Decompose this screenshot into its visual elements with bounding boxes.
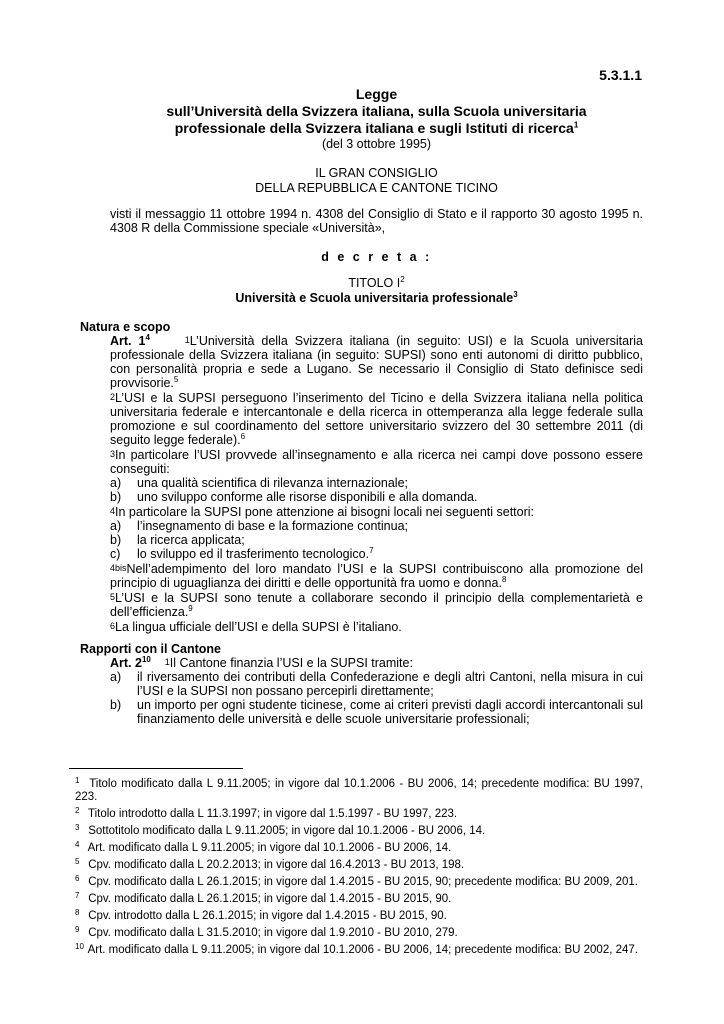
list-item-label: a) — [110, 519, 122, 533]
art1-heading: Natura e scopo — [80, 320, 171, 334]
footnote-number: 1 — [75, 776, 80, 785]
art2-label-text: Art. 2 — [110, 656, 142, 670]
art1-paragraph-6 — [110, 619, 643, 634]
art2-body — [110, 655, 643, 726]
law-title-line3-text: professionale della Svizzera italiana e sugli Istituti di ricerca — [174, 120, 574, 136]
paragraph-text: In particolare l’USI provvede all’insegnamento e alla ricerca nei campi dove possono essere conseguiti: — [110, 448, 643, 476]
footnote — [75, 774, 643, 804]
art1-paragraph-4bis — [110, 561, 643, 590]
footnote-text: Cpv. modificato dalla L 26.1.2015; in vigore dal 1.4.2015 - BU 2015, 90. — [88, 893, 452, 905]
art1-footnote-ref[interactable]: 4 — [145, 332, 150, 342]
list-item — [110, 533, 643, 547]
footnote-text: Titolo modificato dalla L 9.11.2005; in vigore dal 10.1.2006 - BU 2006, 14; precedente modifica: BU 1997, 223. — [75, 778, 643, 803]
art1-paragraph-5 — [110, 590, 643, 619]
footnote — [75, 940, 643, 957]
footnote-text: Cpv. modificato dalla L 26.1.2015; in vigore dal 1.4.2015 - BU 2015, 90; precedente modifica: BU 2009, 201. — [88, 876, 638, 888]
list-item — [110, 490, 643, 504]
art1-label-text: Art. 1 — [110, 334, 146, 348]
paragraph-number: 3 — [110, 449, 116, 459]
list-item-text: una qualità scientifica di rilevanza internazionale; — [137, 476, 408, 490]
art2-heading: Rapporti con il Cantone — [80, 642, 221, 656]
list-item-label: c) — [110, 547, 121, 561]
footnote-number: 3 — [75, 823, 80, 832]
list-item-text: un importo per ogni studente ticinese, come ai criteri previsti dagli accordi intercantonali sul finanziamento delle università e delle scuole universitarie professionali; — [137, 698, 643, 726]
paragraph-text: L’USI e la SUPSI perseguono l’inserimento del Ticino e della Svizzera italiana nella politica universitaria federale e intercantonale e della ricerca in ottemperanza alla legge federale sulla promozione e sul coordinamento del settore universitario svizzero del 30 settembre 2011 (di seguito legge federale). — [110, 391, 643, 447]
list-item-text: la ricerca applicata; — [137, 533, 245, 547]
footnote-text: Titolo introdotto dalla L 11.3.1997; in vigore dal 1.5.1997 - BU 1997, 223. — [88, 808, 458, 820]
law-title-line1: Legge — [355, 86, 398, 102]
paragraph-text: L’USI e la SUPSI sono tenute a collaborare secondo il principio della complementarietà e dell’efficienza. — [110, 591, 643, 619]
list-item-label: b) — [110, 533, 122, 547]
law-title-line2: sull’Università della Svizzera italiana, sulla Scuola universitaria — [166, 103, 587, 119]
footnote-text: Art. modificato dalla L 9.11.2005; in vigore dal 10.1.2006 - BU 2006, 14; precedente modifica: BU 2002, 247. — [87, 944, 638, 956]
paragraph-number: 4bis — [110, 563, 127, 573]
footnote — [75, 906, 643, 923]
paragraph-text: Nell’adempimento del loro mandato l’USI e la SUPSI contribuiscono alla promozione del principio di uguaglianza dei diritti e delle opportunità fra uomo e donna. — [110, 562, 643, 590]
paragraph-number: 2 — [110, 392, 116, 402]
footnote-ref[interactable]: 6 — [240, 431, 246, 441]
footnote-number: 2 — [75, 806, 80, 815]
issuer-line2: DELLA REPUBBLICA E CANTONE TICINO — [255, 181, 498, 195]
list-item — [110, 698, 643, 726]
footnote-ref[interactable]: 5 — [173, 374, 179, 384]
title-footnote-ref[interactable]: 1 — [573, 120, 579, 130]
list-item-label: b) — [110, 698, 122, 712]
titolo-label-text: TITOLO I — [348, 276, 401, 290]
list-item-label: a) — [110, 670, 122, 684]
art2-paragraph-1 — [110, 655, 643, 670]
footnote-text: Cpv. modificato dalla L 20.2.2013; in vigore dal 16.4.2013 - BU 2013, 198. — [88, 859, 465, 871]
footnote-number: 5 — [75, 857, 80, 866]
titolo-subtitle — [110, 291, 643, 306]
art1-body — [110, 333, 643, 634]
footnote-divider — [69, 768, 243, 769]
paragraph-text: In particolare la SUPSI pone attenzione ai bisogni locali nei seguenti settori: — [115, 505, 535, 519]
footnote-number: 6 — [75, 874, 80, 883]
footnotes — [75, 774, 643, 957]
list-item-text: lo sviluppo ed il trasferimento tecnologico. — [137, 547, 370, 561]
list-item — [110, 519, 643, 533]
footnote — [75, 889, 643, 906]
subtitle-footnote-ref[interactable]: 3 — [513, 289, 518, 299]
law-date: (del 3 ottobre 1995) — [321, 137, 432, 151]
footnote-number: 4 — [75, 840, 80, 849]
list-item — [110, 547, 643, 561]
footnote-number: 9 — [75, 925, 80, 934]
list-item-text: uno sviluppo conforme alle risorse disponibili e alla domanda. — [137, 490, 478, 504]
list-item-text: il riversamento dei contributi della Confederazione e degli altri Cantoni, nella misura in cui l’USI e la SUPSI non possano percepirli direttamente; — [137, 670, 643, 698]
footnote-ref[interactable]: 8 — [501, 574, 507, 584]
footnote — [75, 855, 643, 872]
art1-label — [110, 334, 150, 348]
paragraph-text: La lingua ufficiale dell’USI e della SUPSI è l’italiano. — [115, 620, 402, 634]
footnote-text: Art. modificato dalla L 9.11.2005; in vigore dal 10.1.2006 - BU 2006, 14. — [87, 842, 452, 854]
footnote-number: 8 — [75, 908, 80, 917]
titolo-label — [110, 276, 643, 291]
paragraph-text: Il Cantone finanzia l’USI e la SUPSI tramite: — [169, 656, 413, 670]
preamble: visti il messaggio 11 ottobre 1994 n. 4308 del Consiglio di Stato e il rapporto 30 agosto 1995 n. 4308 R della Commissione speciale «Università», — [110, 207, 643, 235]
footnote-text: Sottotitolo modificato dalla L 9.11.2005; in vigore dal 10.1.2006 - BU 2006, 14. — [88, 825, 486, 837]
art1-paragraph-1 — [110, 333, 643, 390]
paragraph-number: 4 — [110, 506, 116, 516]
list-item-text: l’insegnamento di base e la formazione continua; — [137, 519, 409, 533]
issuer-line1: IL GRAN CONSIGLIO — [315, 166, 438, 180]
list-item-label: b) — [110, 490, 122, 504]
art2-footnote-ref[interactable]: 10 — [141, 654, 151, 664]
paragraph-number: 5 — [110, 592, 116, 602]
footnote — [75, 821, 643, 838]
footnote — [75, 804, 643, 821]
footnote-number: 10 — [75, 942, 84, 951]
footnote — [75, 872, 643, 889]
paragraph-text: L’Università della Svizzera italiana (in seguito: USI) e la Scuola universitaria professionale della Svizzera italiana (in seguito: SUPSI) sono enti autonomi di diritto pubblico, con personalità propria e sede a Lugano. Se necessario il Consiglio di Stato definisce sedi provvisorie. — [110, 334, 643, 390]
law-title-line3 — [110, 120, 643, 137]
footnote — [75, 923, 643, 940]
footnote-number: 7 — [75, 891, 80, 900]
art2-label — [110, 656, 151, 670]
decreta: d e c r e t a : — [321, 250, 432, 264]
footnote-ref[interactable]: 7 — [369, 545, 374, 555]
art1-paragraph-4 — [110, 504, 643, 519]
titolo-footnote-ref[interactable]: 2 — [400, 274, 405, 284]
footnote-text: Cpv. modificato dalla L 31.5.2010; in vigore dal 1.9.2010 - BU 2010, 279. — [88, 927, 458, 939]
paragraph-number: 1 — [164, 657, 170, 667]
paragraph-number: 1 — [184, 335, 190, 345]
list-item — [110, 476, 643, 490]
footnote-ref[interactable]: 9 — [188, 603, 193, 613]
footnote — [75, 838, 643, 855]
footnote-text: Cpv. introdotto dalla L 26.1.2015; in vigore dal 1.4.2015 - BU 2015, 90. — [88, 910, 447, 922]
titolo-subtitle-text: Università e Scuola universitaria professionale — [235, 291, 514, 305]
list-item — [110, 670, 643, 698]
art1-paragraph-3 — [110, 447, 643, 476]
paragraph-number: 6 — [110, 621, 116, 631]
art1-paragraph-2 — [110, 390, 643, 447]
section-number: 5.3.1.1 — [599, 67, 642, 83]
list-item-label: a) — [110, 476, 122, 490]
